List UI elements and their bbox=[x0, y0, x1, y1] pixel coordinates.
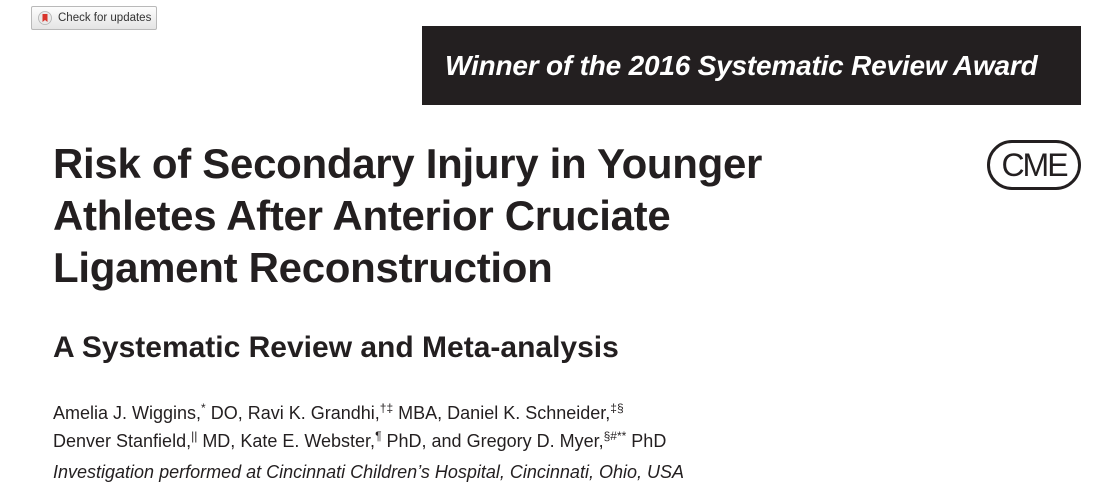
affiliation-marks: ‡§ bbox=[610, 401, 624, 415]
author-name: Kate E. Webster, bbox=[240, 431, 376, 451]
title-line: Athletes After Anterior Cruciate bbox=[53, 192, 671, 239]
author-degree: PhD bbox=[626, 431, 667, 451]
affiliation-marks: * bbox=[201, 401, 206, 415]
article-title bbox=[53, 138, 953, 294]
institution-note: Investigation performed at Cincinnati Children’s Hospital, Cincinnati, Ohio, USA bbox=[53, 462, 684, 482]
author-degree: PhD, and bbox=[381, 431, 467, 451]
author-name: Gregory D. Myer, bbox=[466, 431, 604, 451]
author-name: Daniel K. Schneider, bbox=[447, 403, 611, 423]
author-name: Amelia J. Wiggins, bbox=[53, 403, 202, 423]
award-banner-text: Winner of the 2016 Systematic Review Award bbox=[445, 49, 1038, 81]
affiliation-marks: || bbox=[191, 429, 198, 443]
cme-badge: CME bbox=[987, 140, 1081, 190]
author-degree: MBA, bbox=[393, 403, 448, 423]
author-degree: DO, bbox=[205, 403, 248, 423]
author-degree: MD, bbox=[197, 431, 241, 451]
affiliation-marks: §#** bbox=[603, 429, 627, 443]
article-subtitle: A Systematic Review and Meta-analysis bbox=[53, 331, 619, 364]
title-line: Ligament Reconstruction bbox=[53, 244, 553, 291]
author-list bbox=[53, 400, 666, 456]
author-name: Ravi K. Grandhi, bbox=[247, 403, 380, 423]
author-line bbox=[53, 428, 666, 456]
award-banner bbox=[422, 26, 1081, 105]
check-for-updates-button[interactable] bbox=[31, 6, 157, 30]
affiliation-marks: †‡ bbox=[379, 401, 394, 415]
affiliation-marks: ¶ bbox=[375, 429, 382, 443]
author-line bbox=[53, 400, 666, 428]
bookmark-badge-icon bbox=[38, 11, 52, 25]
check-for-updates-label: Check for updates bbox=[58, 12, 152, 24]
title-line: Risk of Secondary Injury in Younger bbox=[53, 140, 763, 187]
author-name: Denver Stanfield, bbox=[53, 431, 192, 451]
